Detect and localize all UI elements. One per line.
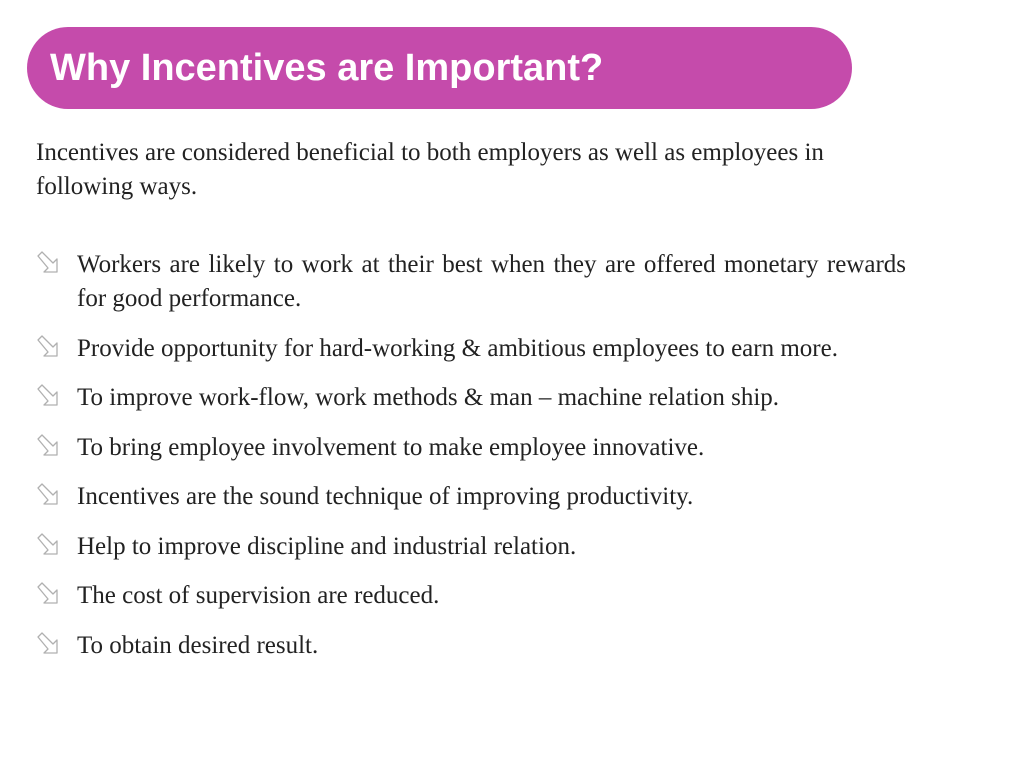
bullet-text: Workers are likely to work at their best when they are offered monetary rewards for good performance. <box>77 251 906 312</box>
list-item <box>36 579 906 613</box>
title-banner <box>27 27 852 109</box>
bullet-text: To improve work-flow, work methods & man – machine relation ship. <box>77 384 780 411</box>
bullet-text: To obtain desired result. <box>77 631 319 659</box>
list-item <box>36 332 906 366</box>
bullet-list <box>36 248 906 678</box>
list-item <box>36 530 906 564</box>
hollow-arrow-bullet-icon <box>36 434 62 460</box>
bullet-text: Provide opportunity for hard-working & ambitious employees to earn more. <box>77 334 838 362</box>
list-item <box>36 381 906 415</box>
hollow-arrow-bullet-icon <box>36 533 62 559</box>
list-item <box>36 431 906 465</box>
hollow-arrow-bullet-icon <box>36 384 62 410</box>
hollow-arrow-bullet-icon <box>36 483 62 509</box>
hollow-arrow-bullet-icon <box>36 251 62 277</box>
hollow-arrow-bullet-icon <box>36 632 62 658</box>
bullet-text: Help to improve discipline and industrial relation. <box>77 532 577 560</box>
slide-title: Why Incentives are Important? <box>50 47 604 89</box>
intro-paragraph: Incentives are considered beneficial to both employers as well as employees in following ways. <box>36 139 824 200</box>
list-item <box>36 248 906 316</box>
list-item <box>36 480 906 514</box>
bullet-text: Incentives are the sound technique of improving productivity. <box>77 483 694 510</box>
hollow-arrow-bullet-icon <box>36 335 62 361</box>
hollow-arrow-bullet-icon <box>36 582 62 608</box>
bullet-text: To bring employee involvement to make employee innovative. <box>77 433 705 461</box>
bullet-text: The cost of supervision are reduced. <box>77 582 440 609</box>
list-item <box>36 629 906 663</box>
